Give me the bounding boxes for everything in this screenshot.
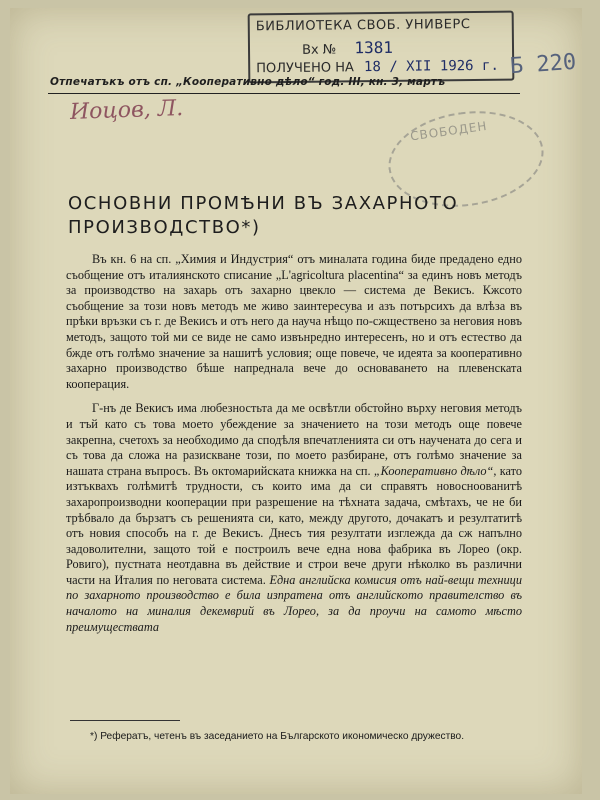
paragraph-2 — [66, 401, 522, 635]
stamp-library-name: БИБЛИОТЕКА СВОБ. УНИВЕРС — [255, 17, 471, 35]
stamp-received-row — [256, 58, 499, 77]
paragraph-2-start: Г-нъ де Векисъ има любезностьта да ме освѣтли обстойно върху неговия методъ и тъй като съ това моето убеждение за значението на този методъ още повече закрепна, счетохъ за необходимо да сподѣля впечатленията си отъ научената до сега и съ това да сложа на разискване този, по моето разбиране, отъ голѣмо значение за нашата страна въпросъ. Въ октомарийската книжка на сп. — [66, 401, 522, 478]
library-stamp — [248, 11, 515, 84]
stamp-received-label: ПОЛУЧЕНО НА — [256, 60, 354, 77]
footnote: *) Рефератъ, четенъ въ заседанието на Българското икономическо дружество. — [90, 731, 465, 742]
article-body — [66, 252, 522, 644]
document-page — [10, 8, 582, 794]
paragraph-2-middle: , като изтъквахъ голѣмитѣ трудности, съ които има да си справятъ новосноованитѣ захаропроизводни кооперации при разрешение на тѣхната задача, смѣтахъ, че не би трѣбвало да бързатъ съ решенията си, като, между другото, дочакатъ и резултатитѣ отъ новия способъ на г. де Векисъ. Днесъ тия резултати изглежда да сж напълно задоволителни, защото той е построилъ вече една нова фабрика въ Лорео (окр. Ровиго), пустната неотдавна въ действие и строи вече други нѣколко въ различни части на Италия по неговата система. — [66, 463, 523, 587]
handwritten-signature: Иоцов, Л. — [69, 96, 184, 125]
stamp-number-value: 1381 — [354, 37, 394, 58]
stamp-number-row — [302, 38, 393, 58]
article-title: ОСНОВНИ ПРОМѢНИ ВЪ ЗАХАРНОТО ПРОИЗВОДСТВО*) — [68, 193, 459, 238]
paragraph-1: Въ кн. 6 на сп. „Химия и Индустрия“ отъ миналата година биде предадено едно съобщение отъ италиянското списание „L'agricoltura placentina“ за единъ новъ методъ за производство на захарь отъ захарно цвекло — система де Векисъ. Кжсото съобщение за този новъ методъ ме живо заинтересува и азъ потърсихъ да влѣза въ прѣки връзки съ г. де Векисъ и отъ него да науча нѣщо по-сжществено за неговия новъ методъ, защото той ми се виде не само извънредно интересенъ, но и отъ естество да бжде отъ голѣмо значение за нашитѣ условия; още повече, че идеята за кооперативно захарно производство бѣше напреднала вече до основаването на плевенската кооперация. — [66, 252, 522, 391]
shelf-mark: Б 220 — [509, 49, 578, 80]
stamp-received-value: 18 / XII 1926 г. — [363, 57, 499, 76]
footnote-rule — [70, 720, 180, 721]
header-rule — [48, 93, 520, 94]
seal-text: СВОБОДЕН — [409, 118, 489, 144]
stamp-number-label: Вх № — [301, 42, 337, 58]
offprint-header: Отпечатъкъ отъ сп. „Кооперативно дѣло“ год. III, кн. 3, мартъ — [50, 76, 446, 88]
journal-name: „Кооперативно дѣло“ — [373, 463, 494, 478]
paragraph-2-italic: Една английска комисия отъ най-вещи техници по захарното производство е била изпратена отъ английското правителство въ началото на миналия декемврий въ Лорео, за да проучи на самото мѣсто преимуществата — [66, 572, 522, 634]
